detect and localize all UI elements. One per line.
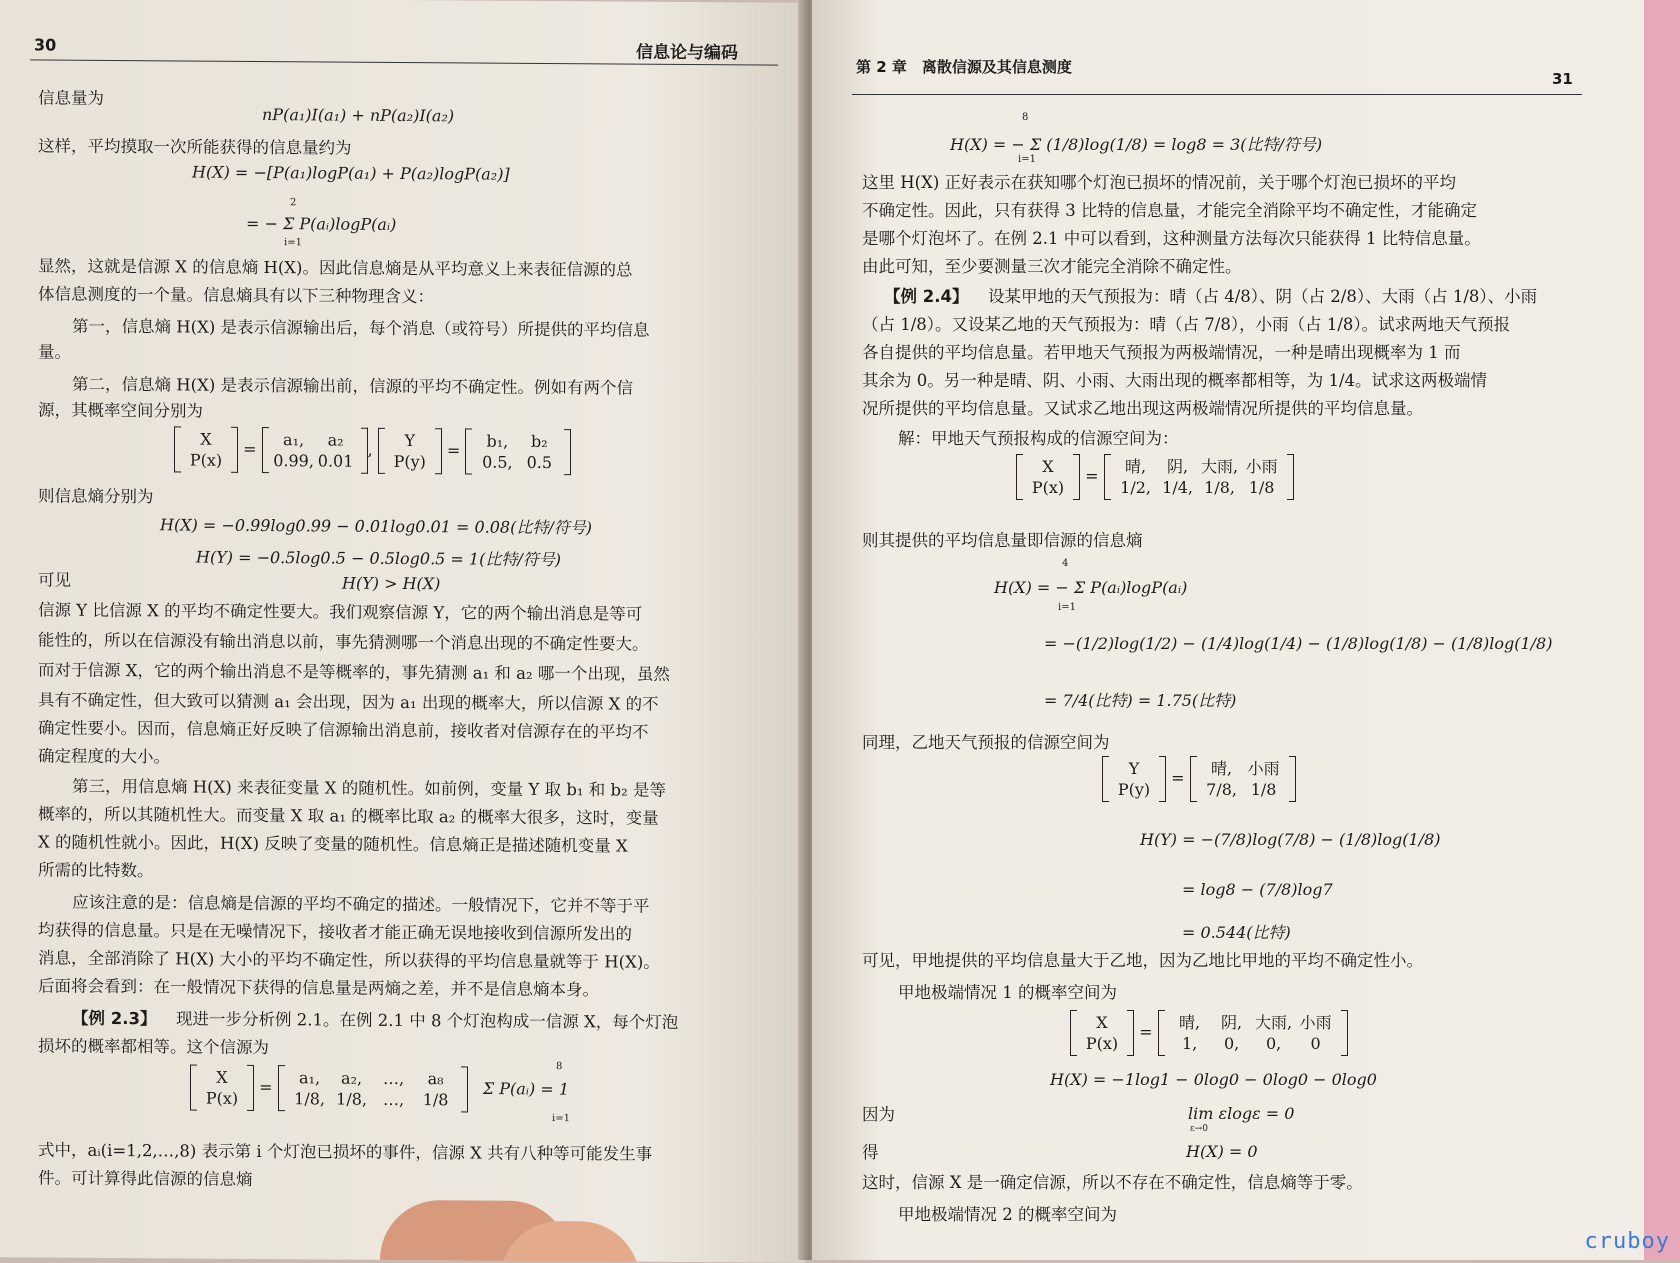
text-line: 信息量为 [38, 88, 104, 108]
text-line: 况所提供的平均信息量。又试求乙地出现这两极端情况所提供的平均信息量。 [862, 399, 1423, 418]
text-line: 量。 [38, 342, 71, 362]
equation: = −(1/2)log(1/2) − (1/4)log(1/4) − (1/8)log(1/8) − (1/8)log(1/8) [1044, 634, 1553, 653]
sum-lower: i=1 [1058, 602, 1076, 613]
text-line: 所需的比特数。 [38, 860, 154, 881]
matrix-weather: X P(x) = 晴, 阴, 大雨, 小雨 1/2, 1/4, 1/8, 1/8 [1016, 454, 1294, 500]
text-line: 均获得的信息量。只是在无噪情况下，接收者才能正确无误地接收到信源所发出的 [38, 920, 632, 944]
text-line: 第三，用信息熵 H(X) 来表征变量 X 的随机性。如前例，变量 Y 取 b₁ 和 b₂ 是等 [72, 776, 666, 800]
text-line: 第一，信息熵 H(X) 是表示信源输出后，每个消息（或符号）所提供的平均信息 [72, 316, 650, 340]
text-line: X 的随机性就小。因此，H(X) 反映了变量的随机性。信息熵正是描述随机变量 X [38, 832, 628, 856]
running-header-left: 信息论与编码 [636, 42, 738, 64]
text-line: 确定性要小。因而，信息熵正好反映了信源输出消息前，接收者对信源存在的平均不 [38, 718, 649, 742]
matrix-x: X P(x) = a₁, a₂ 0.99, 0.01, Y P(y) = b₁, b₂ 0.5, 0.5 [174, 426, 571, 475]
matrix-y-weather: Y P(y) = 晴, 小雨 7/8, 1/8 [1102, 756, 1296, 802]
background-edge [1644, 0, 1680, 1260]
text-line: 消息，全部消除了 H(X) 大小的平均不确定性，所以获得的平均信息量就等于 H(X)。 [38, 948, 660, 972]
text-line: 而对于信源 X，它的两个输出消息不是等概率的，事先猜测 a₁ 和 a₂ 哪一个出现，虽然 [38, 660, 670, 684]
limit-subscript: ε→0 [1190, 1124, 1208, 1134]
equation: H(Y) > H(X) [342, 573, 441, 594]
page-number-left: 30 [34, 35, 57, 55]
text-line: 后面将会看到：在一般情况下获得的信息量是两熵之差，并不是信息熵本身。 [38, 976, 599, 1000]
text-line: 概率的，所以其随机性大。而变量 X 取 a₁ 的概率比取 a₂ 的概率大很多，这时，变量 [38, 804, 659, 828]
text-line: 这样，平均摸取一次所能获得的信息量约为 [38, 136, 352, 158]
text-line: 甲地极端情况 1 的概率空间为 [898, 983, 1117, 1002]
matrix-8: X P(x) = a₁, a₂, …, a₈ 1/8, 1/8, …, 1/8 Σ P(aᵢ) = 1 [190, 1065, 569, 1114]
sum-upper: 4 [1062, 558, 1069, 569]
sum-lower: i=1 [1018, 154, 1036, 165]
sum-lower: i=1 [552, 1113, 570, 1125]
text-line: 可见，甲地提供的平均信息量大于乙地，因为乙地比甲地的平均不确定性小。 [862, 951, 1423, 970]
equation: H(X) = − Σ P(aᵢ)logP(aᵢ) [994, 578, 1188, 597]
text-line: 式中，aᵢ(i=1,2,…,8) 表示第 i 个灯泡已损坏的事件，信源 X 共有八种等可能发生事 [38, 1140, 653, 1164]
equation: = − Σ P(aᵢ)logP(aᵢ) [246, 213, 397, 234]
equation: = 0.544(比特) [1182, 923, 1291, 942]
watermark: cruboy [1584, 1229, 1670, 1254]
equation: H(X) = −0.99log0.99 − 0.01log0.01 = 0.08(比特/符号) [160, 515, 592, 538]
equation: = 7/4(比特) = 1.75(比特) [1044, 691, 1237, 710]
text-line: 同理，乙地天气预报的信源空间为 [862, 733, 1110, 752]
sum-upper: 8 [1022, 112, 1029, 123]
text-line: 源，其概率空间分别为 [38, 400, 203, 421]
text-line: 能性的，所以在信源没有输出消息以前，事先猜测哪一个消息出现的不确定性要大。 [38, 630, 649, 654]
text-line: 可见 [38, 570, 71, 590]
text-line: 设某甲地的天气预报为：晴（占 4/8）、阴（占 2/8）、大雨（占 1/8）、小雨 [988, 287, 1538, 306]
text-line: 应该注意的是：信息熵是信源的平均不确定的描述。一般情况下，它并不等于平 [72, 892, 650, 916]
matrix-extreme-1: X P(x) = 晴, 阴, 大雨, 小雨 1, 0, 0, 0 [1070, 1010, 1348, 1056]
equation: H(X) = − Σ (1/8)log(1/8) = log8 = 3(比特/符号) [950, 135, 1323, 154]
equation: nP(a₁)I(a₁) + nP(a₂)I(a₂) [262, 105, 455, 126]
equation: H(X) = −[P(a₁)logP(a₁) + P(a₂)logP(a₂)] [192, 162, 510, 184]
text-line: 具有不确定性，但大致可以猜测 a₁ 会出现，因为 a₁ 出现的概率大，所以信源 X 的不 [38, 690, 659, 714]
right-page [812, 0, 1680, 1260]
page-number-right: 31 [1552, 70, 1573, 88]
text-line: 损坏的概率都相等。这个信源为 [38, 1036, 269, 1058]
text-line: 各自提供的平均信息量。若甲地天气预报为两极端情况，一种是晴出现概率为 1 而 [862, 343, 1461, 362]
text-line: 则信息熵分别为 [38, 486, 154, 507]
equation: H(Y) = −0.5log0.5 − 0.5log0.5 = 1(比特/符号) [196, 547, 561, 570]
text-line: 信源 Y 比信源 X 的平均不确定性要大。我们观察信源 Y，它的两个输出消息是等可 [38, 600, 643, 624]
text-line: 现进一步分析例 2.1。在例 2.1 中 8 个灯泡构成一信源 X，每个灯泡 [176, 1009, 679, 1032]
text-line: 得 [862, 1143, 879, 1162]
text-line: 这里 H(X) 正好表示在获知哪个灯泡已损坏的情况前，关于哪个灯泡已损坏的平均 [862, 173, 1456, 192]
text-line: 件。可计算得此信源的信息熵 [38, 1168, 253, 1189]
text-line: 体信息测度的一个量。信息熵具有以下三种物理含义： [38, 284, 434, 307]
text-line: 因为 [862, 1105, 895, 1124]
sum-upper: 8 [556, 1061, 563, 1073]
text-line: 不确定性。因此，只有获得 3 比特的信息量，才能完全消除平均不确定性，才能确定 [862, 201, 1477, 220]
text-line: （占 1/8）。又设某乙地的天气预报为：晴（占 7/8），小雨（占 1/8）。试求两地天气预报 [862, 315, 1511, 334]
example-label: 【例 2.4】 [884, 287, 969, 306]
text-line: 解：甲地天气预报构成的信源空间为： [898, 429, 1179, 448]
text-line: 第二，信息熵 H(X) 是表示信源输出前，信源的平均不确定性。例如有两个信 [72, 374, 633, 398]
sum-upper: 2 [290, 197, 297, 209]
sum-lower: i=1 [284, 237, 302, 249]
equation: H(Y) = −(7/8)log(7/8) − (1/8)log(1/8) [1140, 830, 1441, 849]
text-line: 则其提供的平均信息量即信源的信息熵 [862, 531, 1143, 550]
text-line: 这时，信源 X 是一确定信源，所以不存在不确定性，信息熵等于零。 [862, 1173, 1363, 1192]
text-line: 是哪个灯泡坏了。在例 2.1 中可以看到，这种测量方法每次只能获得 1 比特信息量。 [862, 229, 1481, 248]
text-line: 由此可知，至少要测量三次才能完全消除不确定性。 [862, 257, 1242, 276]
equation: H(X) = −1log1 − 0log0 − 0log0 − 0log0 [1050, 1070, 1377, 1089]
equation: lim εlogε = 0 [1188, 1104, 1295, 1123]
equation: H(X) = 0 [1186, 1142, 1258, 1161]
text-line: 确定程度的大小。 [38, 746, 170, 767]
left-page [0, 0, 805, 1263]
text-line: 甲地极端情况 2 的概率空间为 [898, 1205, 1117, 1224]
text-line: 显然，这就是信源 X 的信息熵 H(X)。因此信息熵是从平均意义上来表征信源的总 [38, 256, 633, 280]
running-header-right: 第 2 章 离散信源及其信息测度 [856, 58, 1072, 76]
text-line: 其余为 0。另一种是晴、阴、小雨、大雨出现的概率都相等，为 1/4。试求这两极端情 [862, 371, 1488, 390]
equation: = log8 − (7/8)log7 [1182, 880, 1333, 899]
example-label: 【例 2.3】 [72, 1008, 157, 1029]
header-rule-right [852, 94, 1582, 95]
